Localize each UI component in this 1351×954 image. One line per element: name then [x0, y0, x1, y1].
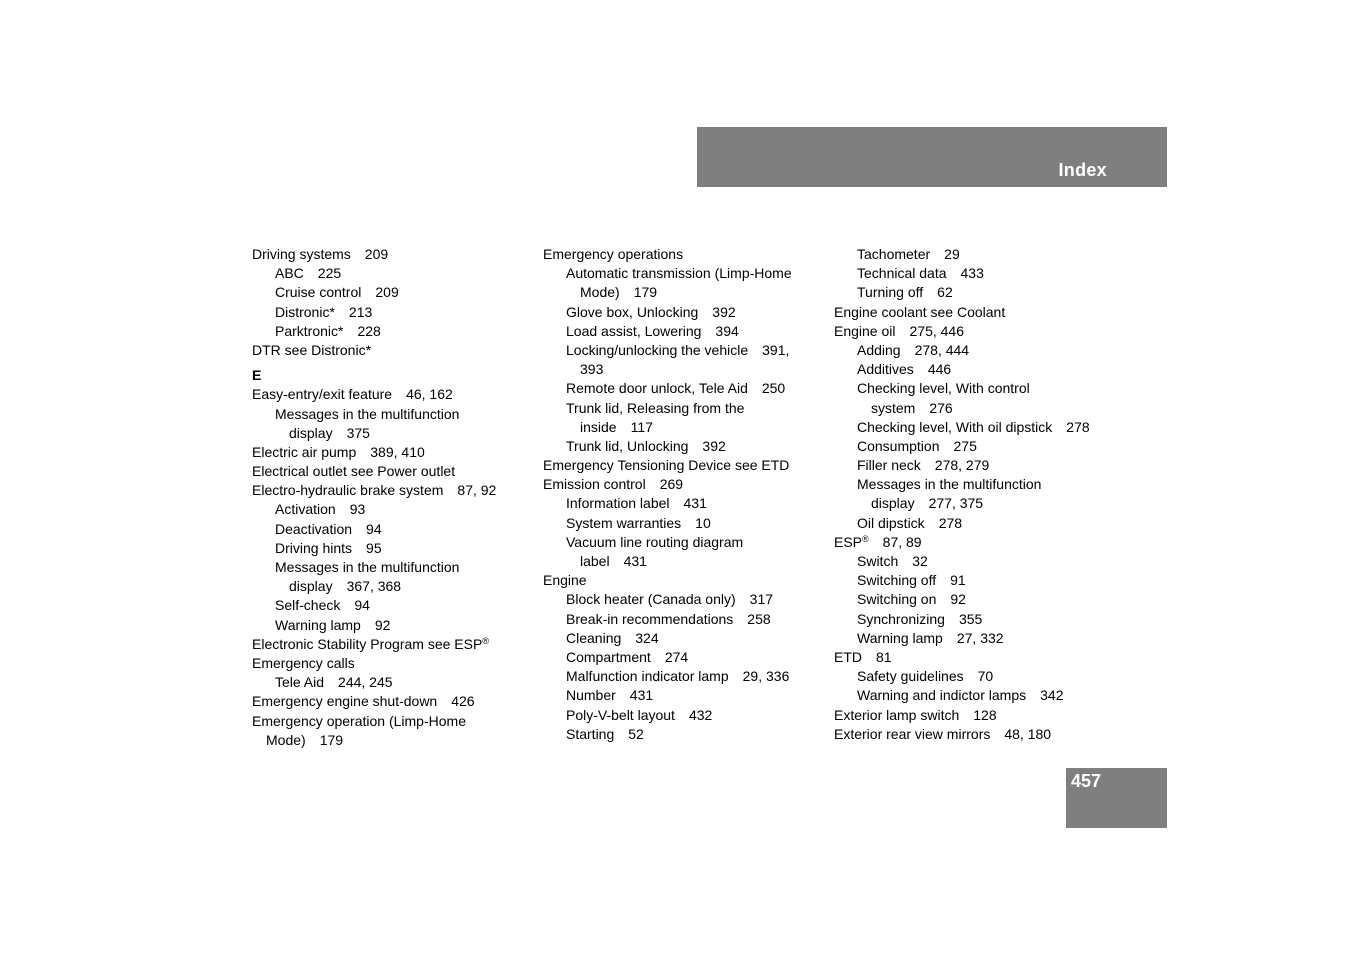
index-entry [543, 667, 823, 686]
page-reference: 225 [317, 265, 342, 282]
page-reference: 277, 375 [928, 495, 984, 512]
page-reference: 258 [747, 610, 771, 627]
page-reference: 128 [973, 706, 997, 723]
entry-term: DTR see Distronic* [252, 341, 372, 358]
index-entry [834, 648, 1114, 667]
entry-term: Activation [275, 501, 336, 518]
index-entry [543, 648, 823, 667]
entry-term: Filler neck [857, 457, 921, 474]
entry-term: Warning lamp [275, 616, 361, 633]
index-entry [252, 385, 532, 404]
index-entry [834, 283, 1114, 302]
page-reference: 52 [628, 725, 644, 742]
index-entry [834, 322, 1114, 341]
registered-mark: ® [862, 533, 869, 544]
page-reference: 342 [1040, 687, 1064, 704]
index-entry [543, 686, 823, 705]
page-reference: 433 [960, 265, 984, 282]
entry-term: Messages in the multifunction [275, 405, 460, 422]
header-bar [697, 127, 1167, 187]
entry-term: Electrical outlet see Power outlet [252, 463, 456, 480]
index-entry [252, 462, 532, 481]
page-reference: 392 [712, 303, 736, 320]
entry-term: Automatic transmission (Limp-Home [566, 265, 792, 282]
index-column-1 [252, 245, 532, 750]
entry-term: Exterior rear view mirrors [834, 725, 991, 742]
entry-term: Adding [857, 341, 901, 358]
index-entry [252, 635, 532, 654]
index-entry [543, 610, 823, 629]
index-entry [834, 590, 1114, 609]
index-entry [543, 264, 823, 283]
page-reference: 179 [633, 284, 658, 301]
entry-term: Cruise control [275, 284, 362, 301]
page-reference: 48, 180 [1004, 725, 1052, 742]
page-reference: 29, 336 [742, 668, 790, 685]
entry-term: Oil dipstick [857, 514, 925, 531]
page-reference: 179 [319, 731, 344, 748]
index-entry [252, 283, 532, 302]
index-entry [834, 360, 1114, 379]
page-number-tab [1066, 768, 1167, 828]
entry-term: Electric air pump [252, 443, 357, 460]
page-reference: 278, 279 [934, 457, 990, 474]
entry-term: Mode) [580, 284, 620, 301]
page-reference: 269 [659, 476, 684, 493]
entry-term: System warranties [566, 514, 682, 531]
index-entry [252, 481, 532, 500]
entry-term: Emission control [543, 476, 646, 493]
entry-term: display [289, 424, 333, 441]
entry-term: Consumption [857, 437, 940, 454]
page-reference: 92 [374, 616, 391, 633]
index-entry [252, 596, 532, 615]
index-entry [543, 456, 823, 475]
page-reference: 278, 444 [914, 341, 970, 358]
index-entry [252, 712, 532, 731]
entry-term: Emergency operations [543, 246, 684, 262]
entry-term: Parktronic* [275, 322, 344, 339]
index-entry [543, 418, 823, 437]
entry-term: Driving hints [275, 539, 353, 556]
index-entry [252, 245, 532, 264]
entry-term: Tachometer [857, 246, 931, 262]
entry-term: Starting [566, 725, 615, 742]
index-entry [252, 731, 532, 750]
index-entry [834, 533, 1114, 552]
entry-term: Information label [566, 495, 670, 512]
index-entry [252, 303, 532, 322]
index-entry [543, 590, 823, 609]
index-entry [834, 475, 1114, 494]
index-entry [252, 264, 532, 283]
index-entry [834, 418, 1114, 437]
entry-term: Deactivation [275, 520, 353, 537]
index-entry [834, 399, 1114, 418]
index-entry [834, 552, 1114, 571]
entry-term: display [289, 578, 333, 595]
entry-term: Switching off [857, 572, 937, 589]
page-reference: 117 [630, 418, 653, 435]
index-entry [252, 520, 532, 539]
index-entry [543, 514, 823, 533]
index-entry [252, 443, 532, 462]
index-entry [834, 686, 1114, 705]
index-entry [834, 341, 1114, 360]
entry-term: Messages in the multifunction [275, 559, 460, 575]
index-entry [543, 629, 823, 648]
page-reference: 10 [695, 514, 711, 531]
index-entry [834, 437, 1114, 456]
index-entry [834, 610, 1114, 629]
entry-term: inside [580, 418, 617, 435]
entry-term: Driving systems [252, 246, 351, 262]
page-reference: 29 [944, 246, 960, 262]
page-reference: 367, 368 [346, 578, 402, 595]
page-reference: 355 [958, 610, 983, 627]
index-entry [543, 437, 823, 456]
index-entry [543, 322, 823, 341]
entry-term: Glove box, Unlocking [566, 303, 699, 320]
entry-term: Switch [857, 553, 899, 569]
index-entry [252, 558, 532, 577]
entry-term: Messages in the multifunction [857, 476, 1042, 493]
entry-term: Compartment [566, 648, 651, 665]
index-entry [543, 245, 823, 264]
index-entry [834, 303, 1114, 322]
page-reference: 278 [938, 514, 963, 531]
entry-term: Turning off [857, 284, 924, 301]
page-reference: 81 [876, 648, 892, 665]
index-entry [834, 571, 1114, 590]
entry-term: 393 [580, 361, 604, 378]
page-reference: 446 [927, 361, 952, 378]
index-entry [543, 475, 823, 494]
entry-term: Locking/unlocking the vehicle [566, 341, 749, 358]
page-reference: 91 [950, 572, 966, 589]
index-entry [543, 494, 823, 513]
entry-term: Load assist, Lowering [566, 322, 702, 339]
entry-term: Synchronizing [857, 610, 945, 627]
index-entry [834, 245, 1114, 264]
page-reference: 94 [366, 520, 382, 537]
entry-term: Remote door unlock, Tele Aid [566, 380, 748, 397]
index-entry [834, 514, 1114, 533]
entry-term: Warning and indictor lamps [857, 687, 1027, 704]
page-reference: 94 [354, 597, 370, 614]
entry-term: Electro-hydraulic brake system [252, 482, 444, 499]
index-entry [543, 399, 823, 418]
entry-term: label [580, 553, 610, 569]
index-entry [252, 654, 532, 673]
entry-term: Electronic Stability Program see ESP [252, 635, 483, 652]
index-entry [834, 379, 1114, 398]
entry-term: Safety guidelines [857, 668, 964, 685]
entry-term: Self-check [275, 597, 341, 614]
index-entry [252, 616, 532, 635]
entry-term: Exterior lamp switch [834, 706, 960, 723]
page-reference: 391, [762, 341, 790, 358]
index-entry [543, 571, 823, 590]
page-title: Index [1058, 160, 1107, 180]
index-entry [543, 283, 823, 302]
page-reference: 324 [635, 629, 659, 646]
entry-term: Block heater (Canada only) [566, 591, 736, 608]
page-reference: 70 [977, 668, 994, 685]
page-reference: 275, 446 [909, 322, 964, 339]
page-number: 457 [1071, 771, 1102, 791]
entry-term: display [871, 495, 915, 512]
index-entry [252, 673, 532, 692]
entry-term: Checking level, With oil dipstick [857, 418, 1053, 435]
entry-term: Break-in recommendations [566, 610, 734, 627]
entry-term: Checking level, With control [857, 380, 1030, 397]
index-entry [834, 629, 1114, 648]
entry-term: Engine coolant see Coolant [834, 303, 1006, 320]
entry-term: Vacuum line routing diagram [566, 533, 744, 550]
page-reference: 278 [1066, 418, 1090, 435]
index-entry [543, 725, 823, 744]
page-reference: 228 [357, 322, 381, 339]
page-reference: 244, 245 [338, 674, 393, 691]
entry-term: Engine [543, 572, 587, 589]
page-reference: 213 [348, 303, 373, 320]
page-reference: 432 [688, 706, 713, 723]
index-entry [834, 456, 1114, 475]
page-reference: 276 [929, 399, 953, 416]
entry-term: ABC [275, 265, 304, 282]
entry-term: Switching on [857, 591, 937, 608]
index-entry [543, 360, 823, 379]
entry-term: Warning lamp [857, 629, 943, 646]
index-entry [543, 379, 823, 398]
entry-term: Emergency engine shut-down [252, 693, 438, 710]
page-reference: 32 [912, 553, 928, 569]
page-reference: 62 [937, 284, 953, 301]
index-entry [834, 264, 1114, 283]
entry-term: ESP [834, 533, 863, 550]
entry-term: Emergency operation (Limp-Home [252, 712, 466, 729]
page-reference: 317 [749, 591, 774, 608]
entry-term: E [252, 367, 262, 384]
index-entry [834, 494, 1114, 513]
entry-term: Trunk lid, Unlocking [566, 437, 689, 454]
index-entry [252, 322, 532, 341]
index-entry [252, 424, 532, 443]
page-reference: 431 [623, 553, 647, 569]
page-reference: 375 [346, 424, 370, 441]
index-entry [543, 706, 823, 725]
index-entry [252, 405, 532, 424]
entry-term: system [871, 399, 916, 416]
page-reference: 274 [664, 648, 689, 665]
page-reference: 27, 332 [956, 629, 1004, 646]
index-entry [543, 303, 823, 322]
index-column-3 [834, 245, 1114, 744]
page-reference: 87, 92 [457, 482, 497, 499]
index-entry [543, 552, 823, 571]
entry-term: Distronic* [275, 303, 335, 320]
entry-term: ETD [834, 648, 862, 665]
index-entry [252, 577, 532, 596]
entry-term: Easy-entry/exit feature [252, 386, 393, 403]
page-reference: 209 [375, 284, 399, 301]
index-column-2 [543, 245, 823, 744]
entry-term: Cleaning [566, 629, 622, 646]
page-reference: 431 [683, 495, 707, 512]
entry-term: Emergency calls [252, 654, 355, 671]
entry-term: Poly-V-belt layout [566, 706, 675, 723]
index-entry [543, 533, 823, 552]
index-entry [834, 706, 1114, 725]
entry-term: Additives [857, 361, 914, 378]
page-reference: 87, 89 [882, 533, 922, 550]
index-entry [834, 667, 1114, 686]
page-reference: 431 [629, 687, 654, 704]
index-letter-heading [252, 366, 532, 385]
page-reference: 95 [366, 539, 382, 556]
entry-term: Malfunction indicator lamp [566, 668, 729, 685]
index-entry [543, 341, 823, 360]
page-reference: 250 [761, 380, 786, 397]
entry-term: Emergency Tensioning Device see ETD [543, 457, 790, 474]
page-reference: 92 [950, 591, 966, 608]
index-entry [252, 539, 532, 558]
entry-term: Trunk lid, Releasing from the [566, 399, 745, 416]
page-reference: 394 [715, 322, 739, 339]
page-reference: 392 [702, 437, 726, 454]
page-reference: 46, 162 [406, 386, 453, 403]
registered-mark: ® [482, 635, 489, 646]
entry-term: Mode) [266, 731, 306, 748]
index-entry [252, 500, 532, 519]
index-entry [252, 341, 532, 360]
page-reference: 275 [953, 437, 977, 454]
page-reference: 426 [451, 693, 475, 710]
entry-term: Tele Aid [275, 674, 325, 691]
entry-term: Number [566, 687, 616, 704]
entry-term: Technical data [857, 265, 947, 282]
index-entry [252, 692, 532, 711]
index-entry [834, 725, 1114, 744]
entry-term: Engine oil [834, 322, 896, 339]
page-reference: 389, 410 [370, 443, 425, 460]
page-reference: 93 [349, 501, 366, 518]
page-reference: 209 [364, 246, 389, 262]
